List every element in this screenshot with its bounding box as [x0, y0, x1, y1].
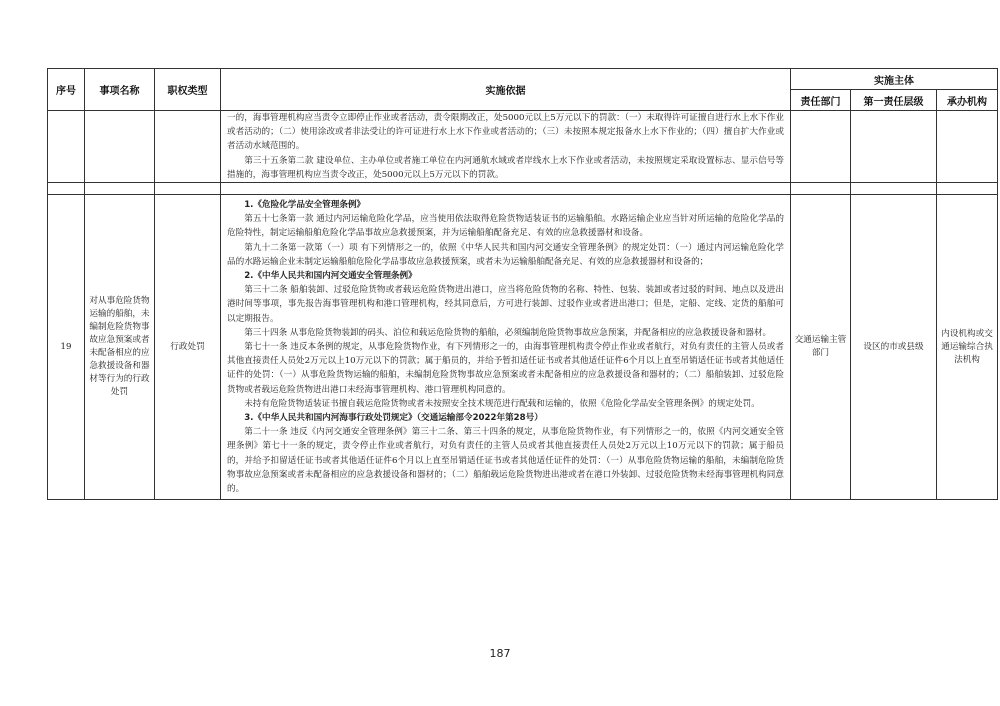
row-power-type: 行政处罚: [155, 195, 221, 500]
header-item-name: 事项名称: [85, 69, 155, 111]
basis-paragraph: 第三十二条 船舶装卸、过驳危险货物或者载运危险货物进出港口，应当将危险货物的名称、特性、包装、装卸或者过驳的时间、地点以及进出港时间等事项，事先报告海事管理机构和港口管理机构，经其同意后，方可进行装卸、过驳作业或者进出港口；但是，定船、定线、定货的船舶可以定期报告。: [227, 285, 784, 324]
header-seq: 序号: [48, 69, 85, 111]
basis-paragraph: 一的，海事管理机构应当责令立即停止作业或者活动，责令限期改正，处5000元以上5万元以下的罚款：（一）未取得许可证擅自进行水上水下作业或者活动的；（二）使用涂改或者非法受让的许可证进行水上水下作业或者活动的；（三）未按照本规定报备水上水下作业的；（四）擅自扩大作业或者活动水域范围的。: [227, 113, 784, 152]
header-power-type: 职权类型: [155, 69, 221, 111]
basis-heading: 2.《中华人民共和国内河交通安全管理条例》: [244, 271, 417, 282]
cont-level-cell: [851, 111, 937, 183]
header-subject: 实施主体: [791, 69, 998, 90]
header-basis: 实施依据: [221, 69, 791, 111]
row-basis: [221, 195, 791, 500]
row-level: 设区的市或县级: [851, 195, 937, 500]
row-item-name: 对从事危险货物运输的船舶，未编制危险货物事故应急预案或者未配备相应的应急救援设备和器材等行为的行政处罚: [85, 195, 155, 500]
cont-name-cell: [85, 111, 155, 183]
cont-basis-cell: [221, 111, 791, 183]
page-number: 187: [489, 647, 511, 660]
table-row-continued: [48, 111, 998, 183]
table-row: [48, 195, 998, 500]
basis-paragraph: 第五十七条第一款 通过内河运输危险化学品，应当使用依法取得危险货物适装证书的运输船舶。水路运输企业应当针对所运输的危险化学品的危险特性，制定运输船舶危险化学品事故应急救援预案，并为运输船舶配备充足、有效的应急救援器材和设备。: [227, 214, 784, 239]
cont-type-cell: [155, 111, 221, 183]
basis-heading: 3.《中华人民共和国内河海事行政处罚规定》（交通运输部令2022年第28号）: [244, 413, 543, 424]
header-agency: 承办机构: [937, 90, 998, 111]
basis-paragraph: 第三十五条第二款 建设单位、主办单位或者施工单位在内河通航水域或者岸线水上水下作业或者活动，未按照规定采取设置标志、显示信号等措施的，海事管理机构应当责令改正，处5000元以上5万元以下的罚款。: [227, 155, 784, 180]
row-dept: 交通运输主管部门: [791, 195, 851, 500]
cont-agency-cell: [937, 111, 998, 183]
basis-heading: 1.《危险化学品安全管理条例》: [244, 200, 366, 211]
cont-dept-cell: [791, 111, 851, 183]
basis-paragraph: 第二十一条 违反《内河交通安全管理条例》第三十二条、第三十四条的规定，从事危险货物作业，有下列情形之一的，依照《内河交通安全管理条例》第七十一条的规定，责令停止作业或者航行，对负有责任的主管人员或者其他直接责任人员处2万元以上10万元以下的罚款；属于船员的，并给予扣留适任证书或者其他适任证件6个月以上直至吊销适任证书或者其他适任证件的处罚：（一）从事危险货物运输的船舶，未编制危险货物事故应急预案或者未配备相应的应急救援设备和器材的；（二）船舶载运危险货物进出港或者在港口外装卸、过驳危险货物未经海事管理机构同意的。: [227, 427, 784, 495]
header-dept: 责任部门: [791, 90, 851, 111]
basis-paragraph: 第九十二条第一款第（一）项 有下列情形之一的，依照《中华人民共和国内河交通安全管理条例》的规定处罚：（一）通过内河运输危险化学品的水路运输企业未制定运输船舶危险化学品事故应急救援预案，或者未为运输船舶配备充足、有效的应急救援器材和设备的；: [227, 242, 784, 267]
row-seq: 19: [48, 195, 85, 500]
row-agency: 内设机构或交通运输综合执法机构: [937, 195, 998, 500]
row-spacer: [48, 183, 998, 195]
basis-paragraph: 第三十四条 从事危险货物装卸的码头、泊位和载运危险货物的船舶，必须编制危险货物事故应急预案，并配备相应的应急救援设备和器材。: [244, 327, 772, 338]
basis-paragraph: 第七十一条 违反本条例的规定，从事危险货物作业，有下列情形之一的，由海事管理机构责令停止作业或者航行，对负有责任的主管人员或者其他直接责任人员处2万元以上10万元以下的罚款；属于船员的，并给予暂扣适任证书或者其他适任证件6个月以上直至吊销适任证书或者其他适任证件的处罚：（一）从事危险货物运输的船舶，未编制危险货物事故应急预案或者未配备相应的应急救援设备和器材的；（二）船舶装卸、过驳危险货物或者载运危险货物进出港口未经海事管理机构、港口管理机构同意的。: [227, 342, 784, 395]
enforcement-table: [47, 68, 998, 500]
basis-paragraph: 未持有危险货物适装证书擅自载运危险货物或者未按照安全技术规范进行配载和运输的，依照《危险化学品安全管理条例》的规定处罚。: [244, 398, 760, 409]
header-level: 第一责任层级: [851, 90, 937, 111]
cont-seq-cell: [48, 111, 85, 183]
